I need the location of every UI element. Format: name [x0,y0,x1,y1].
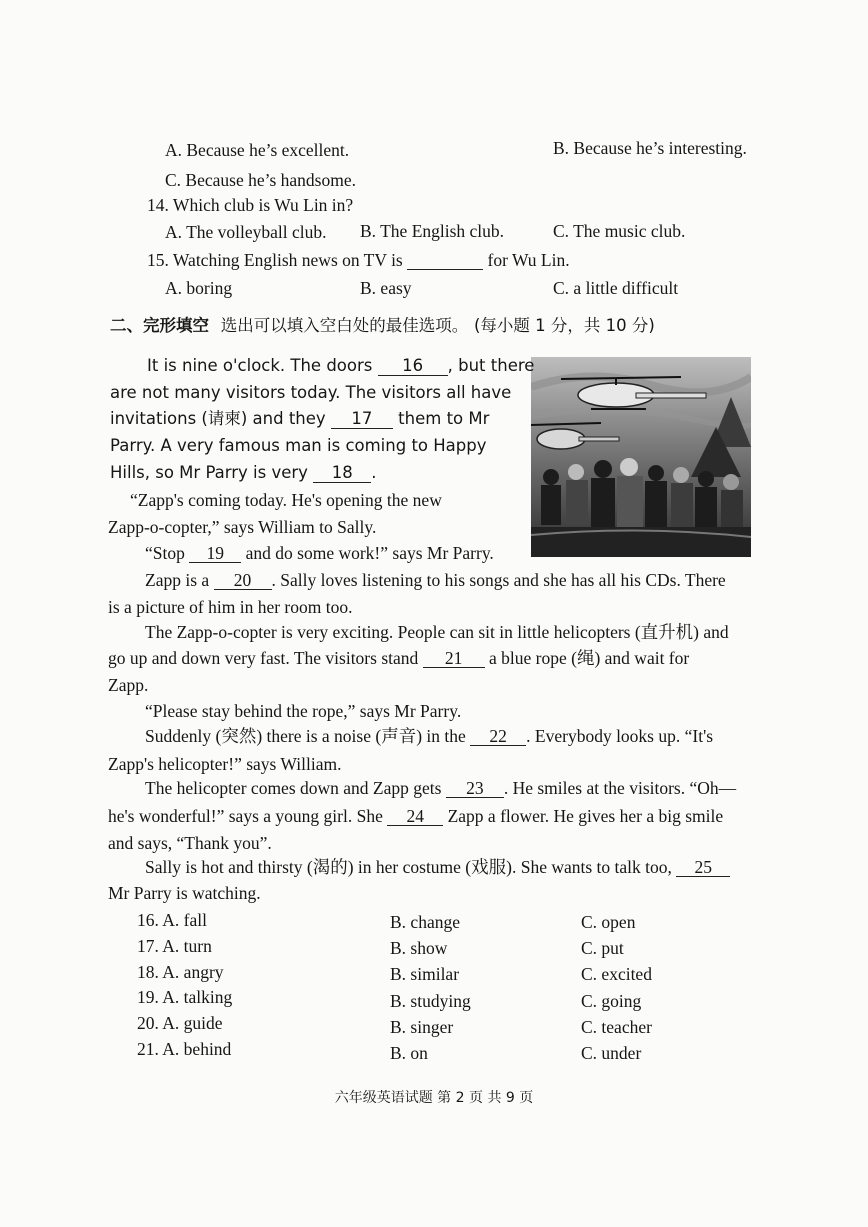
choice-17-b: B. show [390,938,448,958]
q14-stem: 14. Which club is Wu Lin in? [147,195,354,215]
choice-16-b: B. change [390,912,460,932]
choice-21-a: 21. A. behind [137,1039,232,1059]
passage-text: Sally is hot and thirsty (渴的) in her costume (戏服). She wants to talk too, [145,857,672,877]
passage-text: them to Mr [398,409,490,428]
passage-text: . He smiles at the visitors. “Oh— [503,778,737,798]
passage-line-9 [145,569,726,591]
passage-text: go up and down very fast. The visitors stand [108,648,419,668]
passage-line-10: is a picture of him in her room too. [108,597,353,617]
choice-19-c: C. going [581,991,642,1011]
passage-line-7: Zapp-o-copter,” says William to Sally. [108,517,377,537]
choice-21-c: C. under [581,1043,642,1063]
blank-23: 23 [446,779,504,798]
choice-17-c: C. put [581,938,624,958]
helicopter-crowd-illustration [531,357,751,557]
choice-19-b: B. studying [390,991,471,1011]
choice-18-b: B. similar [390,964,460,984]
choice-20-b: B. singer [390,1017,454,1037]
passage-text: and do some work!” says Mr Parry. [245,543,494,563]
q15-option-c: C. a little difficult [553,278,679,298]
passage-text: Suddenly (突然) there is a noise (声音) in the [145,726,466,746]
q15-option-a: A. boring [165,278,233,298]
passage-line-4: Parry. A very famous man is coming to Happy [110,436,487,455]
q15-option-b: B. easy [360,278,412,298]
passage-text: invitations (请柬) and they [110,409,326,428]
passage-text: a blue rope (绳) and wait for [489,648,690,668]
q13-option-a: A. Because he’s excellent. [165,140,350,160]
passage-text: . [371,463,377,482]
q13-option-b: B. Because he’s interesting. [553,138,747,158]
section-instruction: 选出可以填入空白处的最佳选项。 [220,316,469,335]
passage-line-2: are not many visitors today. The visitors all have [110,383,512,402]
passage-text: “Stop [145,543,185,563]
choice-21-b: B. on [390,1043,428,1063]
passage-text: he's wonderful!” says a young girl. She [108,806,383,826]
section-heading [110,312,655,336]
q14-option-b: B. The English club. [360,221,505,241]
passage-text: Zapp is a [145,570,210,590]
choice-16-c: C. open [581,912,636,932]
q13-option-c: C. Because he’s handsome. [165,170,356,190]
passage-line-20 [145,856,730,878]
passage-text: The helicopter comes down and Zapp gets [145,778,442,798]
section-title: 二、完形填空 [110,316,209,335]
blank-20: 20 [214,571,272,590]
blank-17: 17 [331,410,393,429]
passage-line-12 [108,647,689,669]
passage-line-21: Mr Parry is watching. [108,883,261,903]
passage-text: Hills, so Mr Parry is very [110,463,308,482]
passage-line-13: Zapp. [108,675,149,695]
passage-text: . Sally loves listening to his songs and she has all his CDs. There [271,570,726,590]
q15-blank [407,251,483,270]
choice-18-c: C. excited [581,964,652,984]
section-score-note: (每小题 1 分，共 10 分) [474,316,655,335]
passage-line-17 [145,777,736,799]
passage-line-19: and says, “Thank you”. [108,833,272,853]
passage-line-3 [110,408,489,430]
choice-20-a: 20. A. guide [137,1013,223,1033]
choice-18-a: 18. A. angry [137,962,224,982]
passage-line-5 [110,462,376,484]
blank-25: 25 [676,858,730,877]
q14-option-a: A. The volleyball club. [165,222,327,242]
q15-stem [147,249,570,271]
passage-text: . Everybody looks up. “It's [526,726,714,746]
passage-line-1 [147,355,534,377]
passage-line-18 [108,805,723,827]
blank-16: 16 [378,357,448,376]
passage-line-15 [145,725,713,747]
passage-line-14: “Please stay behind the rope,” says Mr Parry. [145,701,462,721]
passage-line-16: Zapp's helicopter!” says William. [108,754,342,774]
passage-text: Zapp a flower. He gives her a big smile [447,806,724,826]
passage-line-11: The Zapp-o-copter is very exciting. People can sit in little helicopters (直升机) and [145,622,729,642]
q15-stem-before: 15. Watching English news on TV is [147,250,403,270]
blank-18: 18 [313,464,371,483]
blank-21: 21 [423,649,485,668]
passage-text: It is nine o'clock. The doors [147,356,373,375]
choice-16-a: 16. A. fall [137,910,207,930]
blank-24: 24 [387,807,443,826]
blank-19: 19 [189,544,241,563]
choice-20-c: C. teacher [581,1017,652,1037]
choice-17-a: 17. A. turn [137,936,212,956]
passage-line-8 [145,542,494,564]
passage-text: , but there [447,356,535,375]
q14-option-c: C. The music club. [553,221,686,241]
q15-stem-after: for Wu Lin. [487,250,570,270]
page-footer: 六年级英语试题 第 2 页 共 9 页 [334,1090,534,1106]
blank-22: 22 [470,727,526,746]
choice-19-a: 19. A. talking [137,987,233,1007]
passage-line-6: “Zapp's coming today. He's opening the new [130,490,442,510]
